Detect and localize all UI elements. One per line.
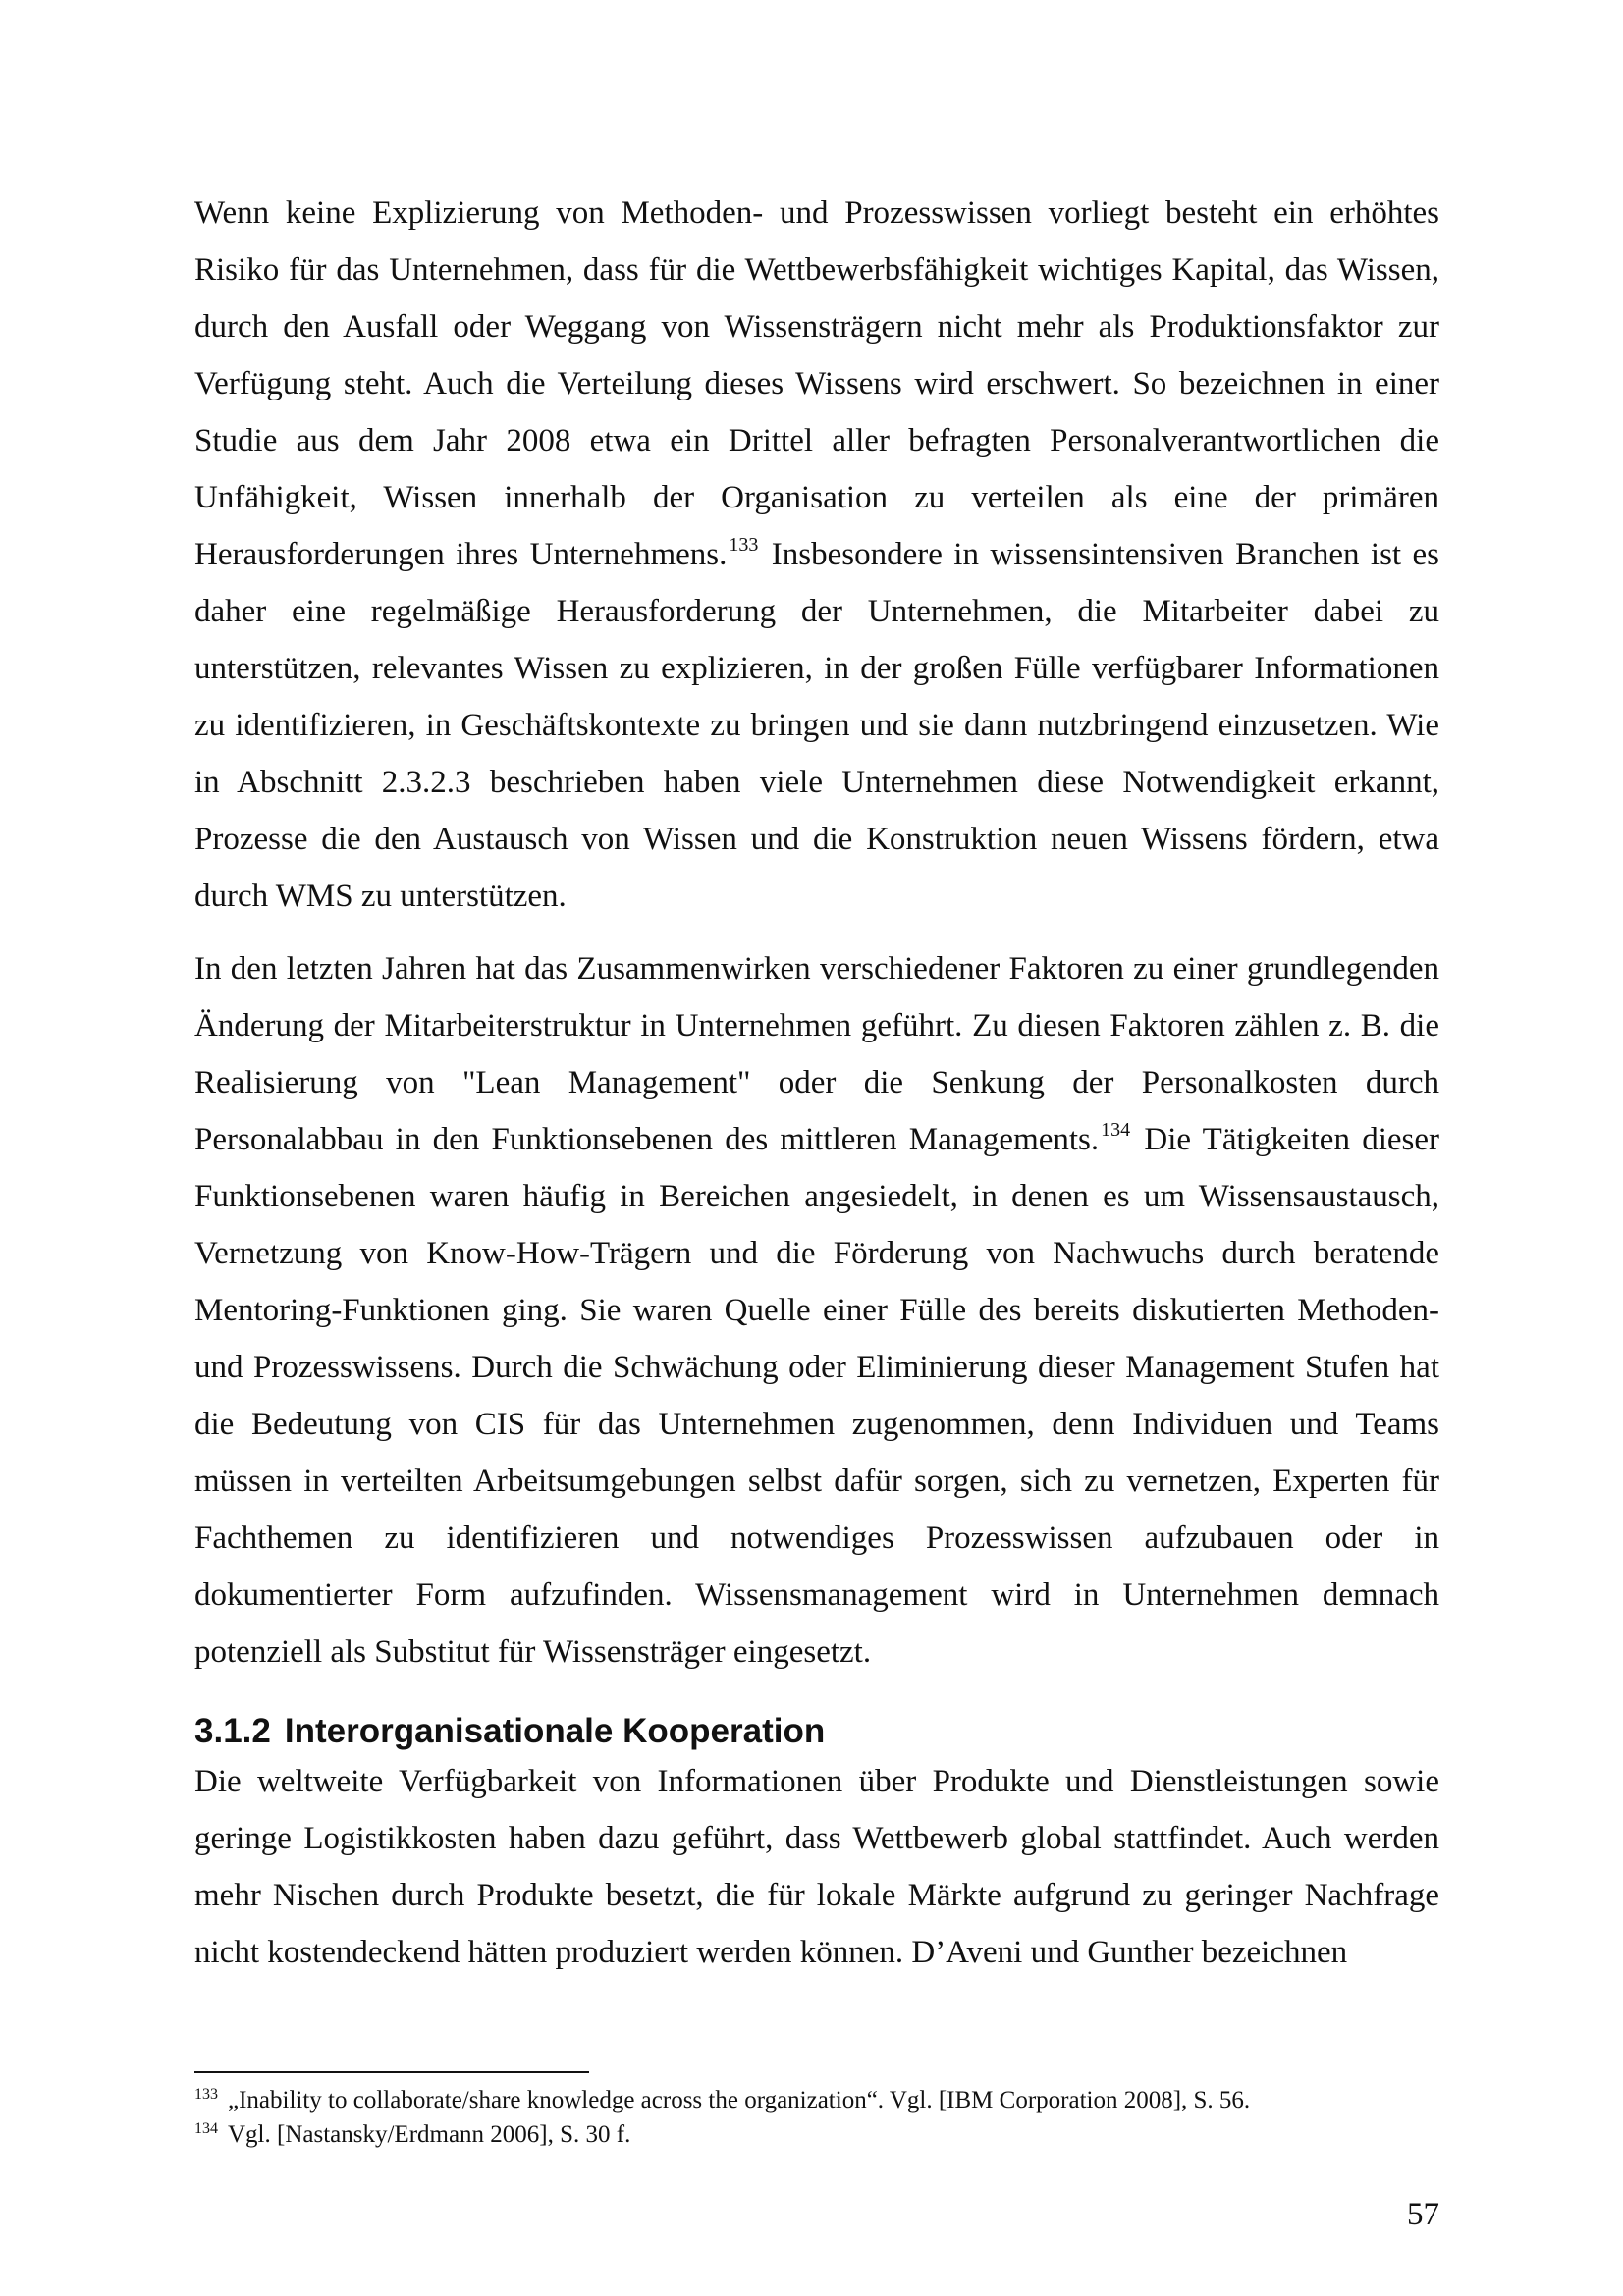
section-heading: [194, 1710, 1439, 1753]
footnotes: [194, 2080, 1439, 2149]
footnote-text: „Inability to collaborate/share knowledge across the organization“. Vgl. [IBM Corporation 2008], S. 56.: [228, 2087, 1251, 2113]
footnote-text: Vgl. [Nastansky/Erdmann 2006], S. 30 f.: [228, 2121, 631, 2148]
paragraph-2: [194, 940, 1439, 1681]
footnote-mark: 133: [194, 2086, 218, 2103]
paragraph-2-text-a: In den letzten Jahren hat das Zusammenwirken verschiedener Faktoren zu einer grundlegenden Änderung der Mitarbeiterstruktur in Unternehmen geführt. Zu diesen Faktoren zählen z. B. die Realisierung von "Lean Management" oder die Senkung der Personalkosten durch Personalabbau in den Funktionsebenen des mittleren Managements.: [194, 951, 1439, 1157]
paragraph-1-text-b: Insbesondere in wissensintensiven Branchen ist es daher eine regelmäßige Herausforderung der Unternehmen, die Mitarbeiter dabei zu unterstützen, relevantes Wissen zu explizieren, in der großen Fülle verfügbarer Informationen zu identifizieren, in Geschäftskontexte zu bringen und sie dann nutzbringend einzusetzen. Wie in Abschnitt 2.3.2.3 beschrieben haben viele Unternehmen diese Notwendigkeit erkannt, Prozesse die den Austausch von Wissen und die Konstruktion neuen Wissens fördern, etwa durch WMS zu unterstützen.: [194, 537, 1439, 914]
footnote-ref-133[interactable]: 133: [729, 534, 759, 556]
footnote-mark: 134: [194, 2120, 218, 2137]
body-text: [194, 185, 1439, 1997]
section-title: Interorganisationale Kooperation: [284, 1712, 826, 1750]
footnote-ref-134[interactable]: 134: [1101, 1119, 1131, 1141]
page-number: 57: [1407, 2197, 1439, 2232]
paragraph-1-text-a: Wenn keine Explizierung von Methoden- und Prozesswissen vorliegt besteht ein erhöhtes Risiko für das Unternehmen, dass für die Wettbewerbsfähigkeit wichtiges Kapital, das Wissen, durch den Ausfall oder Weggang von Wissensträgern nicht mehr als Produktionsfaktor zur Verfügung steht. Auch die Verteilung dieses Wissens wird erschwert. So bezeichnen in einer Studie aus dem Jahr 2008 etwa ein Drittel aller befragten Personalverantwortlichen die Unfähigkeit, Wissen innerhalb der Organisation zu verteilen als eine der primären Herausforderungen ihres Unternehmens.: [194, 195, 1439, 572]
footnote-divider: [194, 2071, 589, 2073]
paragraph-1: [194, 185, 1439, 925]
paragraph-2-text-b: Die Tätigkeiten dieser Funktionsebenen waren häufig in Bereichen angesiedelt, in denen es um Wissensaustausch, Vernetzung von Know-How-Trägern und die Förderung von Nachwuchs durch beratende Mentoring-Funktionen ging. Sie waren Quelle einer Fülle des bereits diskutierten Methoden- und Prozesswissens. Durch die Schwächung oder Eliminierung dieser Management Stufen hat die Bedeutung von CIS für das Unternehmen zugenommen, denn Individuen und Teams müssen in verteilten Arbeitsumgebungen selbst dafür sorgen, sich zu vernetzen, Experten für Fachthemen zu identifizieren und notwendiges Prozesswissen aufzubauen oder in dokumentierter Form aufzufinden. Wissensmanagement wird in Unternehmen demnach potenziell als Substitut für Wissensträger eingesetzt.: [194, 1122, 1439, 1670]
footnote-134: [194, 2114, 1439, 2149]
footnote-133: [194, 2080, 1439, 2114]
section-number: 3.1.2: [194, 1712, 271, 1750]
paragraph-3: Die weltweite Verfügbarkeit von Informationen über Produkte und Dienstleistungen sowie geringe Logistikkosten haben dazu geführt, dass Wettbewerb global stattfindet. Auch werden mehr Nischen durch Produkte besetzt, die für lokale Märkte aufgrund zu geringer Nachfrage nicht kostendeckend hätten produziert werden können. D’Aveni und Gunther bezeichnen: [194, 1764, 1439, 1970]
